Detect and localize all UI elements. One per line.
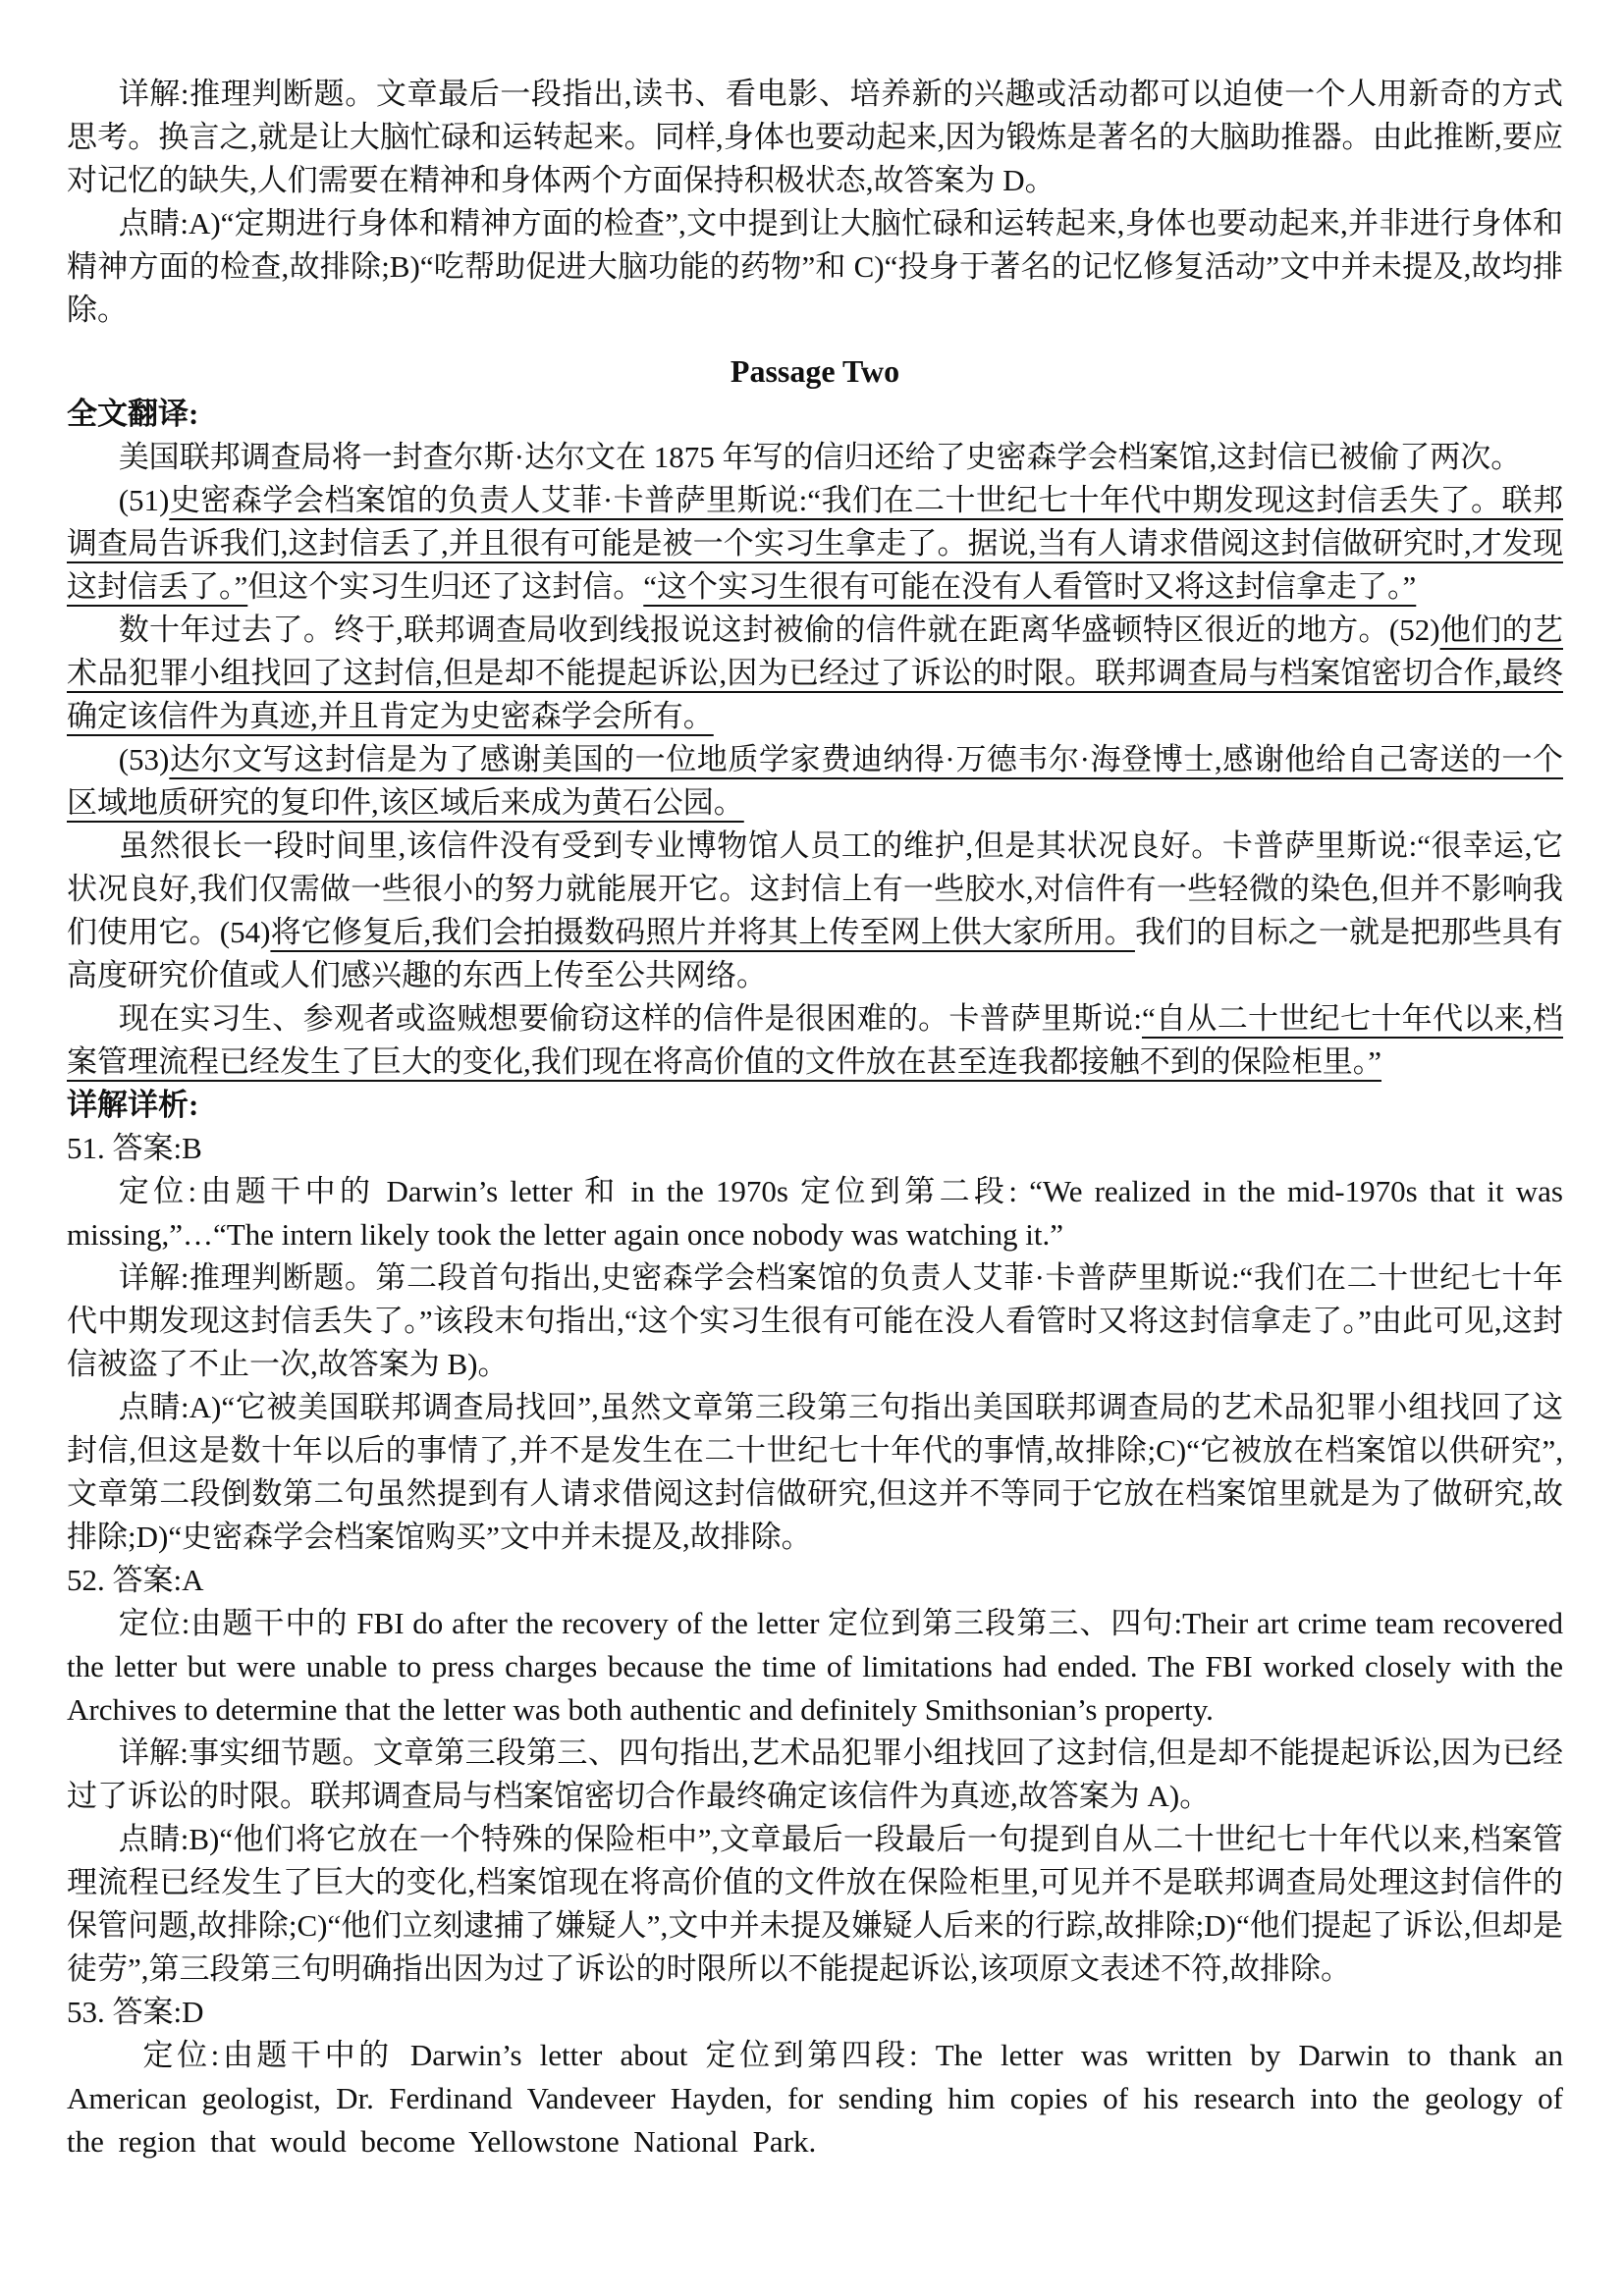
q53-location-run-0: 定位:由题干中的 Darwin’s letter about 定位到第四段: The letter was written by Darwin to thank an American geologist, Dr. Ferdinand Vandeveer Hayden, for sending him copies of his research into the geology of the region that would become Yellowstone National Park.: [67, 2038, 1563, 2159]
q53-location: [67, 2034, 1563, 2163]
answer-53: [67, 1991, 1563, 2034]
translation-para-2: [67, 479, 1563, 609]
analysis-prev-tip: [67, 202, 1563, 332]
full-translation-heading-run-0: 全文翻译:: [67, 397, 199, 431]
translation-para-4-run-1: 达尔文写这封信是为了感谢美国的一位地质学家费迪纳得·万德韦尔·海登博士,感谢他给自己寄送的一个区域地质研究的复印件,该区域后来成为黄石公园。: [67, 742, 1563, 820]
translation-para-6-run-0: 现在实习生、参观者或盗贼想要偷窃这样的信件是很困难的。卡普萨里斯说:: [118, 1001, 1142, 1036]
q51-location-run-0: 定位:由题干中的 Darwin’s letter 和 in the 1970s 定位到第二段: “We realized in the mid-1970s that it was missing,”…“The intern likely took the letter again once nobody was watching it.”: [67, 1174, 1563, 1252]
passage-two-heading-run-0: Passage Two: [730, 353, 900, 389]
translation-para-5: [67, 825, 1563, 997]
q51-detail: [67, 1256, 1563, 1386]
detailed-analysis-heading-run-0: 详解详析:: [67, 1088, 199, 1122]
q51-location: [67, 1170, 1563, 1256]
q52-detail-run-0: 详解:事实细节题。文章第三段第三、四句指出,艺术品犯罪小组找回了这封信,但是却不能提起诉讼,因为已经过了诉讼的时限。联邦调查局与档案馆密切合作最终确定该信件为真迹,故答案为 A)。: [67, 1735, 1563, 1813]
translation-para-1: [67, 436, 1563, 479]
translation-para-4: [67, 738, 1563, 825]
translation-para-2-run-1: 史密森学会档案馆的负责人艾菲·卡普萨里斯说:“我们在二十世纪七十年代中期发现这封信丢失了。联邦调查局告诉我们,这封信丢了,并且很有可能是被一个实习生拿走了。据说,当有人请求借阅这封信做研究时,才发现这封信丢了。”: [67, 483, 1563, 604]
answer-52-run-0: 52. 答案:A: [67, 1563, 204, 1597]
analysis-prev-detail: [67, 73, 1563, 202]
analysis-prev-tip-run-0: 点睛:A)“定期进行身体和精神方面的检查”,文中提到让大脑忙碌和运转起来,身体也要动起来,并非进行身体和精神方面的检查,故排除;B)“吃帮助促进大脑功能的药物”和 C)“投身于著名的记忆修复活动”文中并未提及,故均排除。: [67, 206, 1563, 327]
answer-51: [67, 1127, 1563, 1170]
translation-para-6-run-1: “自从二十世纪七十年代以来,档案管理流程已经发生了巨大的变化,我们现在将高价值的文件放在甚至连我都接触不到的保险柜里。”: [67, 1001, 1564, 1079]
analysis-prev-detail-run-0: 详解:推理判断题。文章最后一段指出,读书、看电影、培养新的兴趣或活动都可以迫使一个人用新奇的方式思考。换言之,就是让大脑忙碌和运转起来。同样,身体也要动起来,因为锻炼是著名的大脑助推器。由此推断,要应对记忆的缺失,人们需要在精神和身体两个方面保持积极状态,故答案为 D。: [67, 77, 1563, 197]
translation-para-3: [67, 609, 1563, 738]
translation-para-4-run-0: (53): [118, 742, 170, 776]
q51-tip-run-0: 点睛:A)“它被美国联邦调查局找回”,虽然文章第三段第三句指出美国联邦调查局的艺术品犯罪小组找回了这封信,但这是数十年以后的事情了,并不是发生在二十世纪七十年代的事情,故排除;C)“它被放在档案馆以供研究”,文章第二段倒数第二句虽然提到有人请求借阅这封信做研究,但这并不等同于它放在档案馆里就是为了做研究,故排除;D)“史密森学会档案馆购买”文中并未提及,故排除。: [67, 1390, 1563, 1554]
q52-tip-run-0: 点睛:B)“他们将它放在一个特殊的保险柜中”,文章最后一段最后一句提到自从二十世纪七十年代以来,档案管理流程已经发生了巨大的变化,档案馆现在将高价值的文件放在保险柜里,可见并不是联邦调查局处理这封信件的保管问题,故排除;C)“他们立刻逮捕了嫌疑人”,文中并未提及嫌疑人后来的行踪,故排除;D)“他们提起了诉讼,但却是徒劳”,第三段第三句明确指出因为过了诉讼的时限所以不能提起诉讼,该项原文表述不符,故排除。: [67, 1822, 1563, 1986]
q52-location-run-0: 定位:由题干中的 FBI do after the recovery of the letter 定位到第三段第三、四句:Their art crime team recovered the letter but were unable to press charges because the time of limitations had ended. The FBI worked closely with the Archives to determine that the letter was both authentic and definitely Smithsonian’s property.: [67, 1606, 1563, 1727]
translation-para-2-run-0: (51): [118, 483, 170, 517]
answer-52: [67, 1559, 1563, 1602]
translation-para-5-run-1: 将它修复后,我们会拍摄数码照片并将其上传至网上供大家所用。: [270, 915, 1135, 949]
translation-para-5-run-2: 我们的目标之一就是把那些具有高度研究价值或人们感兴趣的东西上传至公共网络。: [67, 915, 1563, 992]
q52-location: [67, 1602, 1563, 1732]
q52-tip: [67, 1818, 1563, 1991]
answer-51-run-0: 51. 答案:B: [67, 1131, 202, 1165]
translation-para-2-run-2: 但这个实习生归还了这封信。: [247, 569, 644, 604]
translation-para-6: [67, 997, 1563, 1084]
answer-53-run-0: 53. 答案:D: [67, 1995, 204, 2029]
q52-detail: [67, 1732, 1563, 1818]
translation-para-5-run-0: 虽然很长一段时间里,该信件没有受到专业博物馆人员工的维护,但是其状况良好。卡普萨里斯说:“很幸运,它状况良好,我们仅需做一些很小的努力就能展开它。这封信上有一些胶水,对信件有一些轻微的染色,但并不影响我们使用它。(54): [67, 828, 1563, 949]
translation-para-3-run-1: 他们的艺术品犯罪小组找回了这封信,但是却不能提起诉讼,因为已经过了诉讼的时限。联邦调查局与档案馆密切合作,最终确定该信件为真迹,并且肯定为史密森学会所有。: [67, 613, 1563, 733]
translation-para-2-run-3: “这个实习生很有可能在没有人看管时又将这封信拿走了。”: [643, 569, 1417, 604]
document-content: [67, 73, 1563, 2163]
translation-para-3-run-0: 数十年过去了。终于,联邦调查局收到线报说这封被偷的信件就在距离华盛顿特区很近的地方。(52): [118, 613, 1440, 647]
passage-two-heading: [67, 349, 1563, 393]
full-translation-heading: [67, 393, 1563, 436]
detailed-analysis-heading: [67, 1084, 1563, 1127]
q51-tip: [67, 1386, 1563, 1559]
translation-para-1-run-0: 美国联邦调查局将一封查尔斯·达尔文在 1875 年写的信归还给了史密森学会档案馆,这封信已被偷了两次。: [118, 440, 1522, 474]
q51-detail-run-0: 详解:推理判断题。第二段首句指出,史密森学会档案馆的负责人艾菲·卡普萨里斯说:“我们在二十世纪七十年代中期发现这封信丢失了。”该段末句指出,“这个实习生很有可能在没人看管时又将这封信拿走了。”由此可见,这封信被盗了不止一次,故答案为 B)。: [67, 1260, 1563, 1381]
